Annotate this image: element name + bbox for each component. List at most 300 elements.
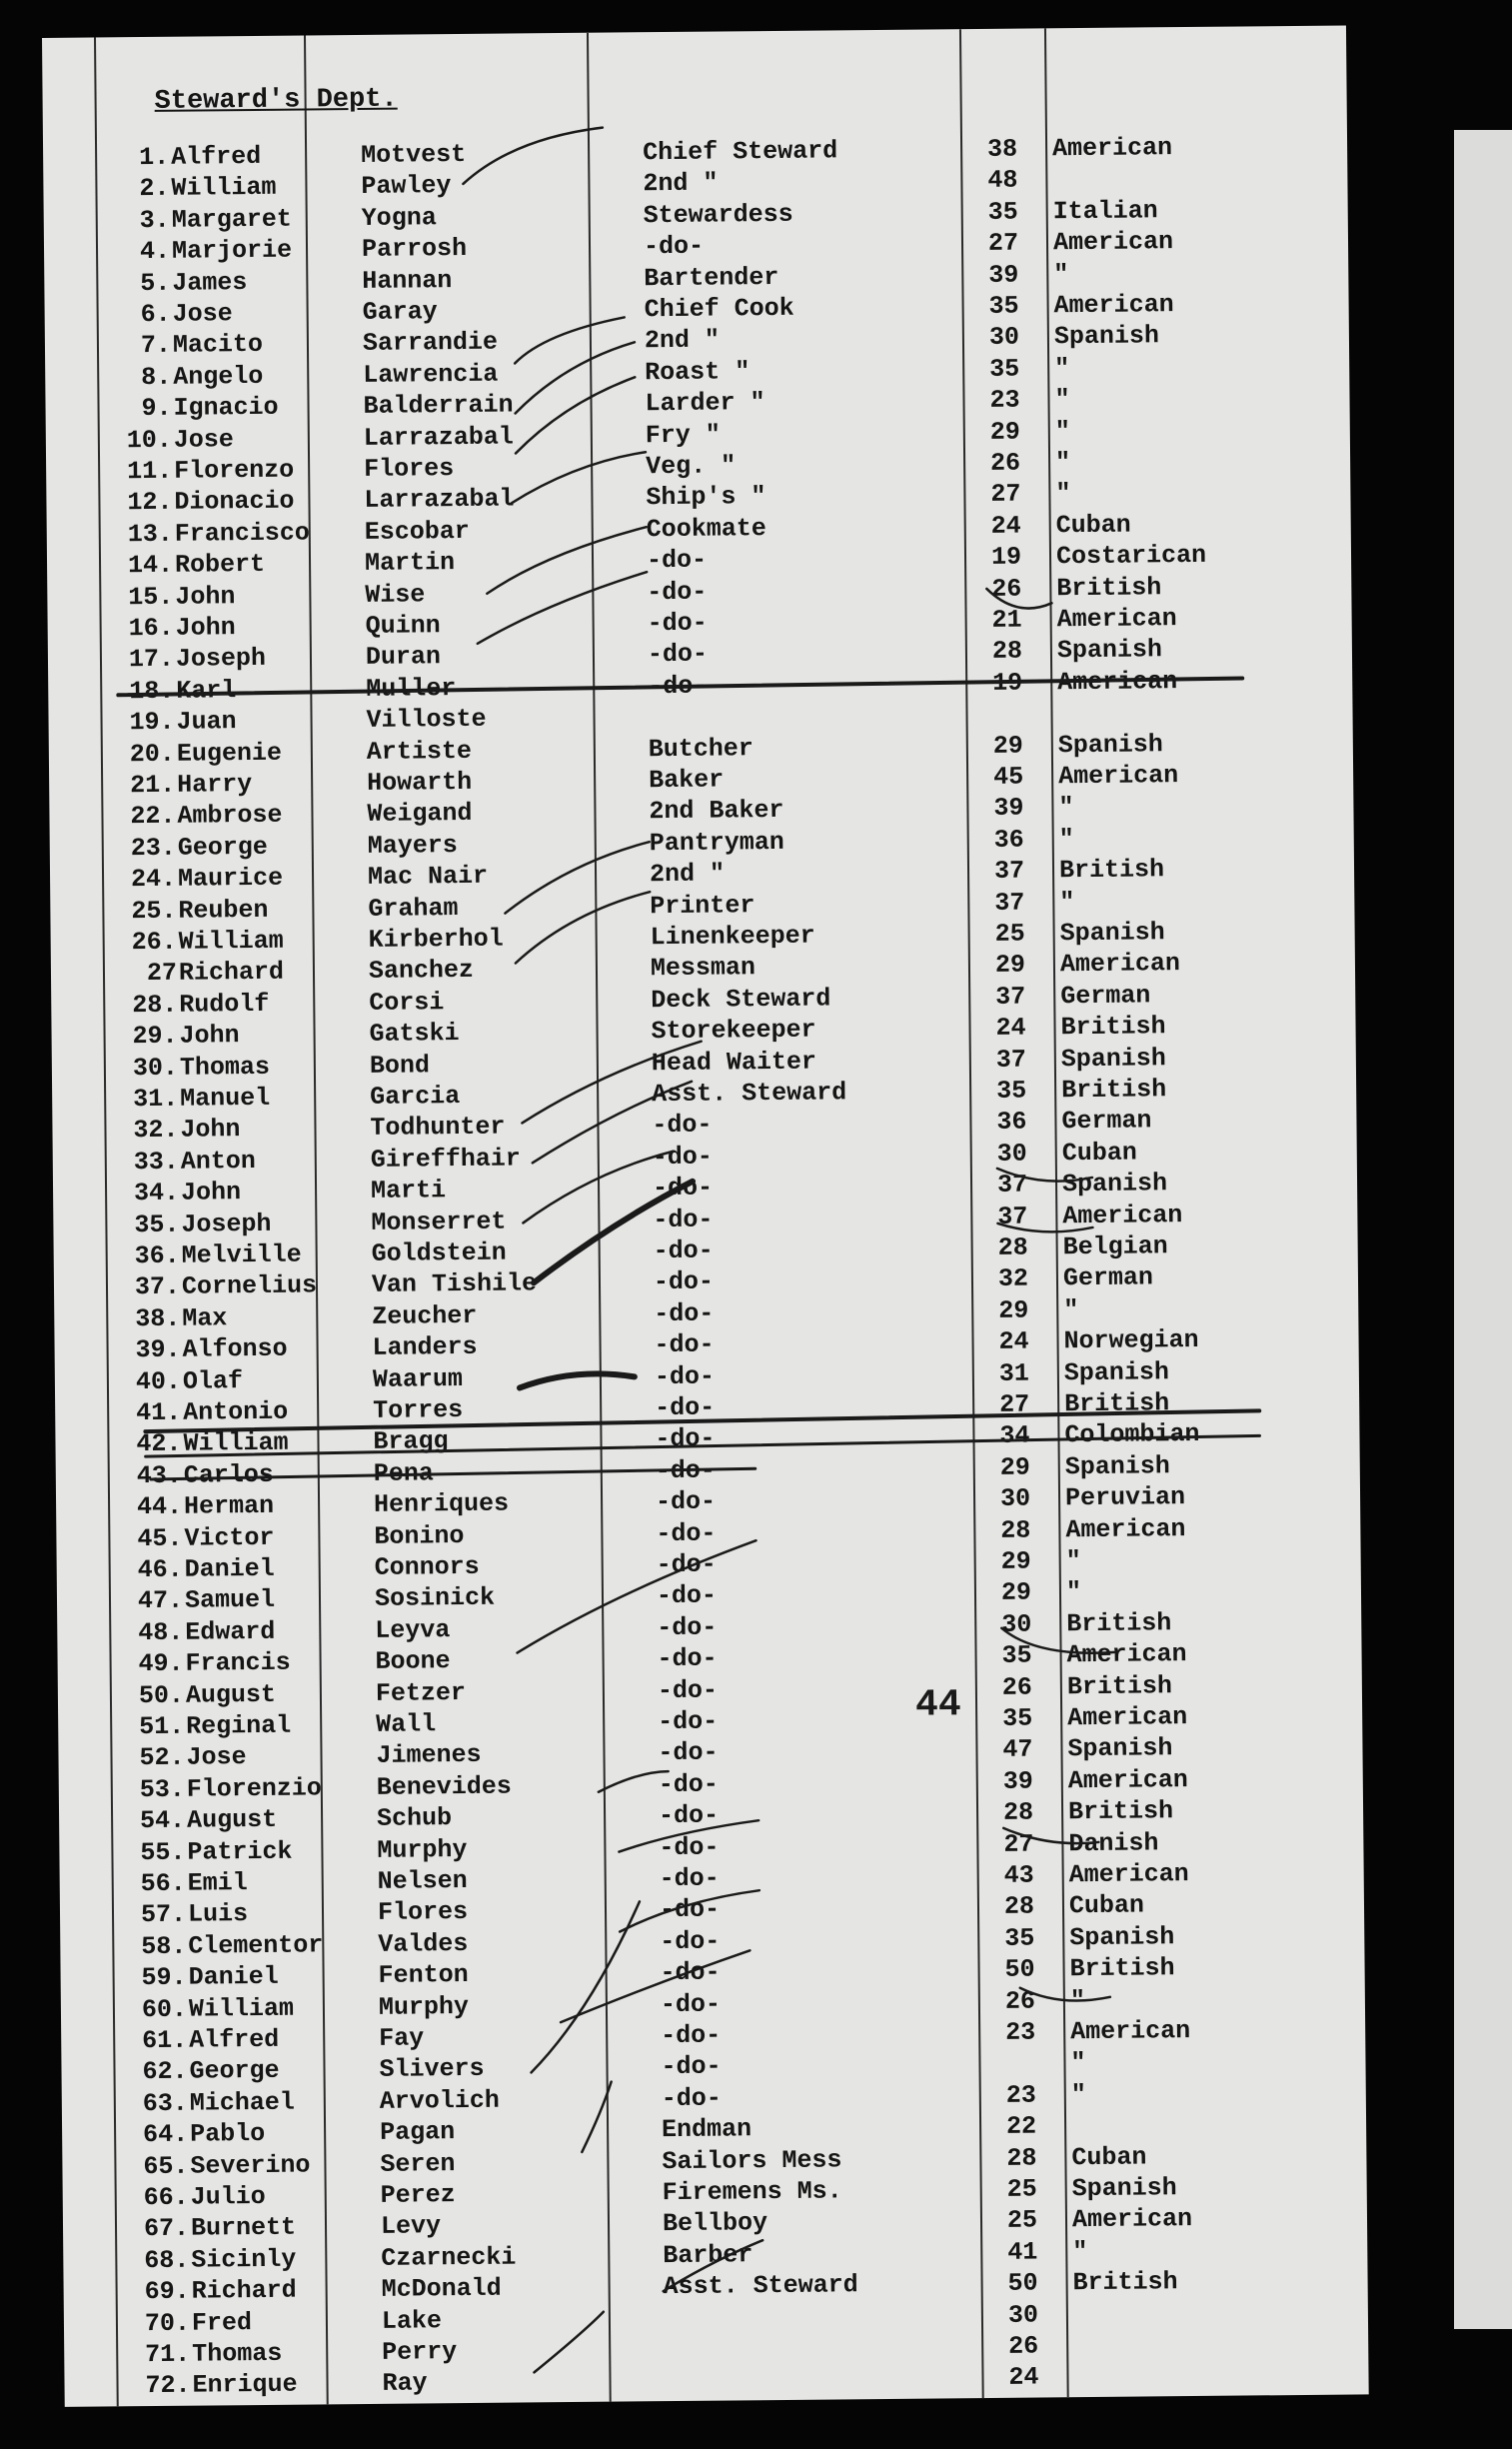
nationality: " [1054, 416, 1070, 446]
row-number: 38. [135, 1303, 181, 1333]
nationality: " [1059, 887, 1075, 917]
position: Stewardess [643, 199, 793, 231]
age: 25 [1006, 2174, 1037, 2204]
first-name: August [186, 1805, 278, 1835]
last-name: Bragg [373, 1426, 449, 1457]
row-number: 17. [128, 645, 175, 675]
nationality: German [1060, 981, 1151, 1012]
age: 47 [1002, 1734, 1033, 1765]
row-number: 72. [145, 2371, 191, 2401]
age: 29 [999, 1452, 1030, 1482]
position: -do- [655, 1455, 716, 1485]
nationality: " [1069, 1985, 1086, 2015]
position: -do- [658, 1800, 720, 1831]
position: Asst. Steward [652, 1078, 847, 1110]
last-name: Murphy [378, 1991, 470, 2022]
last-name: Arvolich [379, 2085, 500, 2116]
first-name: Burnett [190, 2213, 297, 2244]
nationality: Spanish [1069, 1922, 1175, 1953]
last-name: Van Tishile [371, 1268, 538, 1300]
last-name: Seren [380, 2148, 456, 2179]
first-name: Victor [184, 1522, 275, 1553]
position: -do- [659, 1832, 720, 1862]
first-name: Julio [190, 2181, 266, 2212]
age: 30 [996, 1139, 1027, 1169]
age: 28 [1003, 1891, 1035, 1922]
last-name: Parrosh [361, 234, 468, 265]
first-name: Herman [183, 1491, 275, 1521]
nationality: Spanish [1060, 1043, 1167, 1074]
last-name: Yogna [361, 203, 437, 233]
first-name: Enrique [192, 2370, 298, 2401]
first-name: John [175, 613, 236, 643]
first-name: Clementor [188, 1930, 324, 1961]
last-name: Pawley [361, 171, 452, 202]
last-name: Flores [377, 1897, 469, 1928]
first-name: Francisco [174, 518, 310, 549]
row-number: 13. [127, 519, 173, 549]
nationality: Belgian [1062, 1231, 1168, 1262]
last-name: Duran [365, 642, 442, 673]
check-mark [530, 1901, 642, 2072]
first-name: Thomas [192, 2338, 283, 2369]
row-number: 49. [138, 1648, 184, 1679]
last-name: Escobar [364, 516, 470, 547]
row-number: 35. [134, 1210, 180, 1239]
position: Printer [650, 890, 756, 921]
last-name: Sosinick [374, 1583, 496, 1614]
row-number: 34. [133, 1178, 180, 1209]
nationality: " [1072, 2236, 1088, 2266]
last-name: Slivers [379, 2054, 485, 2085]
last-name: Howarth [367, 767, 473, 798]
first-name: Jose [186, 1742, 247, 1773]
row-number: 28. [132, 990, 178, 1020]
nationality: " [1054, 353, 1070, 384]
first-name: James [172, 267, 248, 298]
last-name: Sarrandie [362, 328, 499, 359]
age: 37 [995, 982, 1026, 1012]
last-name: Czarnecki [381, 2242, 517, 2273]
position: 2nd Baker [649, 796, 784, 827]
position: -do- [654, 1298, 715, 1328]
row-number: 23. [130, 833, 176, 863]
row-number: 53. [139, 1774, 185, 1804]
first-name: Joseph [175, 644, 267, 675]
age: 22 [1005, 2111, 1037, 2142]
last-name: Sanchez [368, 956, 475, 987]
last-name: Leyva [375, 1614, 451, 1645]
nationality: " [1065, 1577, 1082, 1607]
check-mark [463, 128, 604, 184]
first-name: Anton [180, 1146, 256, 1177]
position: Bartender [644, 262, 779, 293]
age: 23 [1005, 2017, 1036, 2047]
age: 37 [995, 1045, 1026, 1075]
first-name: Florenzo [174, 455, 295, 486]
last-name: Muller [366, 673, 457, 704]
first-name: Michael [189, 2087, 296, 2118]
position: Asst. Steward [663, 2270, 858, 2302]
row-number: 8. [141, 362, 172, 392]
row-number: 57. [140, 1900, 187, 1930]
position: Ship's " [646, 482, 766, 513]
check-mark [534, 2312, 605, 2373]
position: -do- [647, 608, 708, 639]
position: Endman [661, 2114, 753, 2145]
nationality: " [1054, 385, 1070, 415]
row-number: 59. [141, 1962, 187, 1993]
nationality: American [1065, 1513, 1186, 1544]
last-name: Perez [380, 2180, 456, 2210]
age: 19 [992, 668, 1023, 698]
check-mark [582, 2082, 613, 2152]
last-name: Zeucher [372, 1300, 478, 1331]
position: Butcher [648, 733, 755, 764]
last-name: Wall [376, 1709, 437, 1739]
check-mark [599, 1771, 669, 1792]
row-number: 19. [129, 707, 175, 738]
age: 26 [1004, 1986, 1036, 2016]
position: -do- [648, 671, 709, 702]
position: -do- [653, 1235, 714, 1266]
position: Head Waiter [651, 1047, 817, 1078]
first-name: Rudolf [179, 989, 270, 1020]
position: -do- [658, 1737, 719, 1768]
row-number: 54. [139, 1805, 186, 1836]
first-name: Robert [174, 550, 266, 580]
age: 29 [992, 731, 1023, 761]
row-number: 47. [137, 1586, 184, 1616]
age: 30 [1007, 2300, 1039, 2330]
bracket-mark [997, 1223, 1092, 1232]
last-name: Bond [369, 1050, 431, 1081]
last-name: Fetzer [375, 1677, 467, 1708]
nationality: American [1053, 290, 1174, 321]
last-name: Perry [382, 2337, 458, 2367]
row-number: 71. [145, 2339, 191, 2370]
check-mark [515, 892, 651, 963]
nationality: German [1061, 1106, 1152, 1137]
first-name: William [171, 173, 277, 204]
position: -do- [660, 1926, 721, 1956]
check-mark [522, 1042, 703, 1124]
first-name: Pablo [190, 2119, 266, 2149]
age: 39 [993, 793, 1024, 824]
age: 35 [987, 197, 1018, 227]
first-name: George [177, 832, 268, 863]
check-mark [620, 1890, 759, 1931]
row-number: 1. [138, 142, 170, 173]
position: -do- [660, 1989, 722, 2019]
first-name: Karl [176, 675, 237, 706]
last-name: Murphy [377, 1834, 468, 1865]
last-name: Monserret [371, 1207, 507, 1237]
last-name: Benevides [376, 1771, 512, 1802]
row-number: 64. [142, 2119, 189, 2150]
row-number: 62. [142, 2057, 188, 2087]
nationality: American [1067, 1764, 1188, 1796]
nationality: American [1052, 227, 1174, 258]
nationality: British [1069, 1953, 1175, 1984]
last-name: Larrazabal [364, 484, 515, 516]
position: -do- [643, 231, 705, 262]
first-name: Richard [191, 2275, 297, 2306]
first-name: William [188, 1993, 295, 2024]
first-name: Francis [185, 1647, 291, 1678]
nationality: American [1067, 1702, 1188, 1733]
check-mark [663, 2240, 762, 2291]
position: -do- [655, 1423, 716, 1454]
last-name: Mayers [367, 830, 458, 861]
last-name: Torres [373, 1395, 464, 1425]
age: 37 [997, 1202, 1028, 1231]
row-number: 18. [129, 676, 175, 706]
last-name: Martin [364, 548, 456, 579]
nationality: Colombian [1064, 1419, 1200, 1450]
nationality: American [1056, 604, 1177, 635]
nationality: American [1071, 2204, 1193, 2235]
nationality: American [1057, 666, 1178, 698]
position: -do- [661, 2051, 722, 2082]
age: 28 [1006, 2143, 1037, 2173]
first-name: Harry [177, 770, 253, 800]
position: -do- [656, 1549, 717, 1580]
age: 19 [990, 542, 1022, 573]
age: 43 [1003, 1860, 1034, 1890]
check-mark [505, 842, 651, 913]
position: -do- [656, 1580, 718, 1611]
age: 32 [997, 1263, 1029, 1294]
age: 29 [994, 950, 1026, 981]
position: -do- [657, 1643, 718, 1674]
age: 29 [1000, 1577, 1032, 1608]
nationality: Cuban [1061, 1138, 1137, 1169]
position: -do- [660, 1957, 721, 1988]
age: 24 [995, 1013, 1026, 1044]
first-name: Patrick [187, 1836, 293, 1867]
position: Linenkeeper [650, 921, 815, 953]
nationality: British [1066, 1608, 1172, 1639]
position: -do- [659, 1894, 721, 1925]
nationality: British [1060, 1012, 1166, 1043]
last-name: Henriques [373, 1488, 510, 1520]
check-mark [532, 1082, 693, 1164]
age: 24 [990, 511, 1021, 541]
first-name: Daniel [188, 1962, 279, 1992]
check-mark [520, 1373, 635, 1387]
first-name: John [175, 581, 236, 612]
last-name: Fay [379, 2023, 425, 2053]
row-number: 44. [136, 1491, 183, 1522]
position: 2nd " [643, 168, 719, 199]
age: 27 [999, 1389, 1030, 1419]
first-name: Alfred [171, 141, 262, 172]
position: Messman [650, 953, 756, 984]
first-name: Eugenie [176, 738, 283, 769]
check-mark [487, 527, 648, 594]
nationality: Danish [1068, 1827, 1159, 1858]
nationality: Spanish [1063, 1356, 1170, 1387]
nationality: " [1055, 479, 1071, 509]
nationality: " [1058, 824, 1074, 855]
first-name: Richard [178, 958, 285, 989]
first-name: Daniel [184, 1553, 275, 1584]
position: Sailors Mess [662, 2145, 842, 2176]
row-number: 22. [130, 802, 176, 832]
last-name: Wise [365, 579, 426, 610]
strike-line [151, 1468, 756, 1479]
row-number: 25. [131, 896, 177, 926]
age: 28 [1000, 1515, 1031, 1545]
bracket-mark [1020, 1987, 1110, 2001]
last-name: Artiste [366, 736, 473, 767]
last-name: Levy [380, 2211, 442, 2242]
last-name: McDonald [381, 2273, 502, 2305]
row-number: 41. [136, 1397, 182, 1428]
last-name: Valdes [378, 1928, 469, 1959]
position: Bellboy [662, 2208, 768, 2239]
position: -do- [655, 1486, 717, 1517]
nationality: British [1064, 1388, 1170, 1419]
row-number: 16. [128, 613, 174, 644]
age: 41 [1007, 2237, 1038, 2267]
last-name: Todhunter [370, 1112, 506, 1144]
last-name: Jimenes [376, 1740, 482, 1771]
age: 23 [989, 385, 1020, 416]
row-number: 10. [126, 425, 173, 455]
last-name: Waarum [372, 1363, 464, 1394]
position: -do- [656, 1518, 717, 1548]
nationality: " [1054, 448, 1071, 478]
position: -do- [659, 1863, 720, 1894]
last-name: Ray [382, 2368, 428, 2399]
row-number: 26. [131, 927, 177, 958]
first-name: Max [182, 1303, 228, 1333]
nationality: British [1056, 572, 1162, 603]
row-number: 36. [134, 1240, 180, 1271]
first-name: John [180, 1115, 241, 1146]
age: 27 [987, 228, 1019, 259]
age: 28 [1002, 1797, 1034, 1828]
age: 26 [1008, 2331, 1039, 2361]
age: 37 [996, 1170, 1028, 1201]
row-number: 69. [144, 2276, 190, 2307]
check-mark [515, 342, 636, 413]
strike-line [145, 1410, 1259, 1431]
bracket-mark [986, 588, 1051, 609]
last-name: Nelsen [377, 1865, 468, 1896]
strike-line [118, 678, 1242, 695]
first-name: Reuben [178, 895, 269, 926]
row-number: 7. [140, 331, 172, 361]
last-name: Goldstein [371, 1237, 507, 1268]
nationality: American [1057, 761, 1179, 792]
nationality: American [1059, 949, 1181, 980]
last-name: Corsi [369, 987, 445, 1018]
row-number: 56. [140, 1868, 186, 1899]
position: Cookmate [646, 513, 766, 545]
nationality: Peruvian [1064, 1482, 1186, 1513]
first-name: Manuel [180, 1083, 271, 1114]
nationality: Cuban [1071, 2142, 1147, 2172]
nationality: Cuban [1068, 1890, 1145, 1921]
nationality: British [1066, 1670, 1173, 1701]
check-mark [523, 1152, 674, 1223]
row-number: 9. [141, 393, 172, 424]
age: 30 [999, 1483, 1031, 1514]
nationality: Spanish [1057, 729, 1164, 760]
check-mark [619, 1820, 758, 1851]
row-number: 50. [138, 1680, 185, 1710]
last-name: Kirberhol [368, 924, 504, 955]
age: 23 [1005, 2080, 1036, 2110]
first-name: Thomas [179, 1052, 271, 1083]
department-heading: Steward's Dept. [154, 84, 398, 117]
last-name: Larrazabal [363, 422, 515, 453]
row-number: 60. [141, 1994, 188, 2024]
first-name: Samuel [184, 1585, 276, 1616]
first-name: Cornelius [181, 1270, 318, 1302]
position: -do- [657, 1675, 719, 1705]
first-name: Alfonso [182, 1333, 288, 1364]
nationality: " [1058, 793, 1074, 823]
position: -do- [652, 1173, 714, 1204]
position: Baker [649, 765, 725, 796]
nationality: " [1053, 259, 1069, 289]
first-name: Margaret [171, 204, 292, 235]
position: 2nd " [649, 859, 726, 890]
check-mark [560, 1950, 751, 2022]
age: 50 [1004, 1954, 1035, 1985]
last-name: Hannan [362, 265, 453, 296]
position: -do- [658, 1769, 719, 1799]
row-number: 45. [137, 1523, 183, 1553]
bracket-mark [1003, 1827, 1098, 1844]
first-name: Juan [176, 707, 237, 737]
row-number: 4. [139, 236, 171, 267]
row-number: 3. [139, 205, 170, 235]
age: 29 [989, 417, 1020, 447]
row-number: 43. [136, 1460, 182, 1490]
first-name: Ignacio [173, 392, 279, 423]
last-name: Lake [381, 2305, 443, 2336]
row-number: 58. [141, 1931, 187, 1961]
age: 29 [1000, 1546, 1031, 1576]
position: Barber [663, 2240, 754, 2270]
nationality: Spanish [1059, 918, 1165, 949]
page-number: 44 [914, 1683, 961, 1727]
row-number: 67. [143, 2214, 190, 2244]
age: 31 [998, 1358, 1030, 1388]
row-number: 63. [142, 2088, 188, 2118]
row-number: 66. [143, 2182, 189, 2213]
age: 35 [1004, 1923, 1035, 1953]
age: 36 [996, 1107, 1027, 1138]
row-number: 15. [128, 582, 174, 612]
position: -do- [655, 1392, 716, 1423]
first-name: Alfred [189, 2024, 280, 2055]
row-number: 14. [127, 550, 174, 581]
age: 35 [1002, 1703, 1033, 1733]
position: -do- [652, 1111, 713, 1141]
age: 26 [989, 448, 1021, 478]
first-name: Antonio [183, 1396, 289, 1427]
nationality: British [1067, 1796, 1174, 1827]
last-name: Graham [368, 893, 459, 924]
first-name: Angelo [173, 361, 264, 392]
first-name: Emil [187, 1868, 248, 1898]
